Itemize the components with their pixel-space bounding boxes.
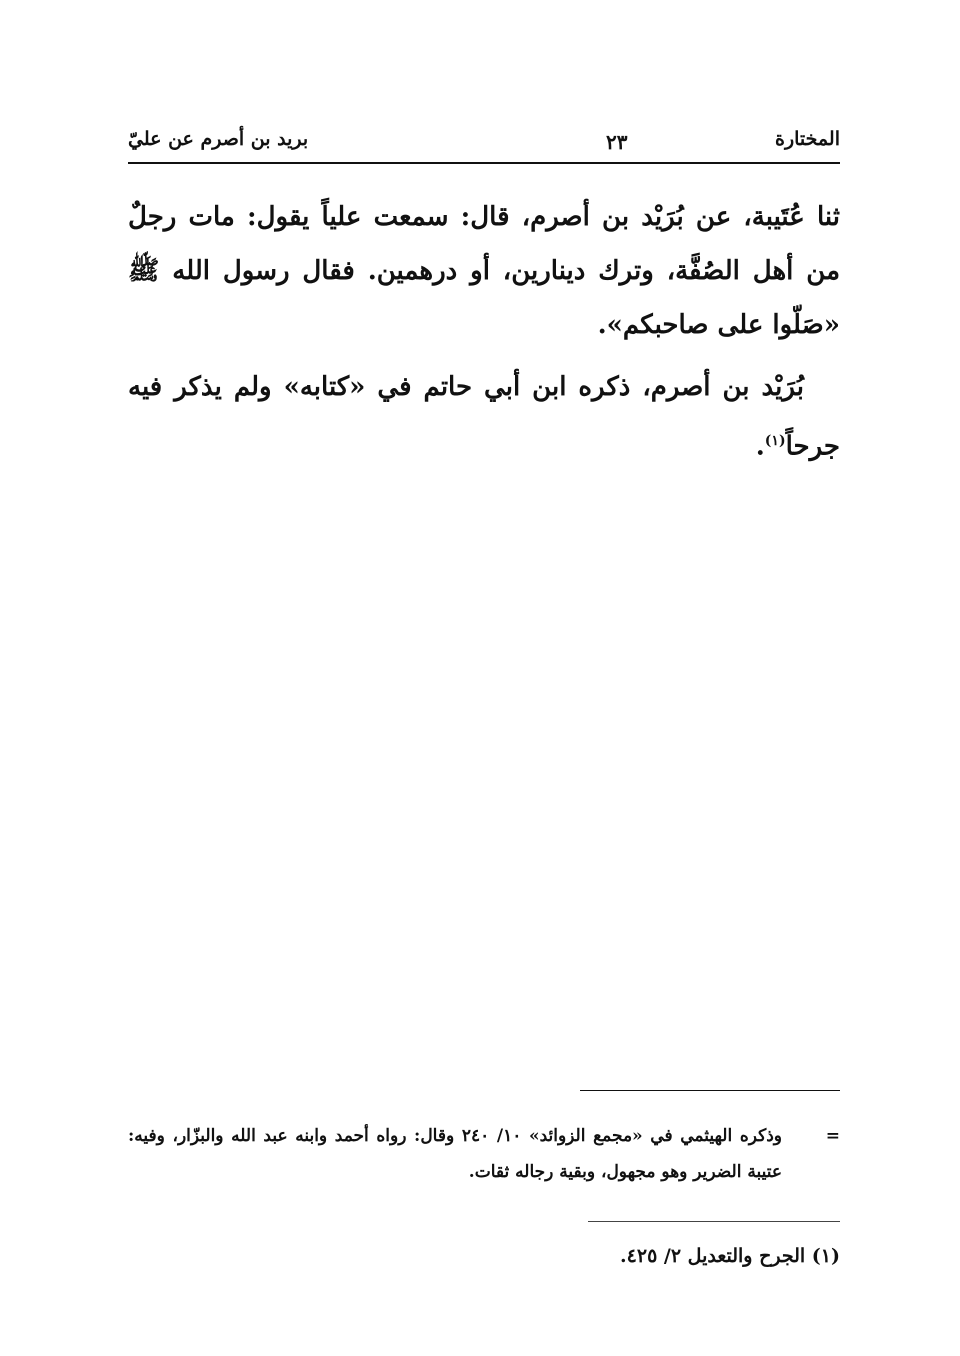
continued-footnote-text: وذكره الهيثمي في «مجمع الزوائد» ١٠/ ٢٤٠ وقال: رواه أحمد وابنه عبد الله والبزّار، وفيه: عتيبة الضرير وهو مجهول، وبقية رجاله ثقات. xyxy=(128,1126,782,1182)
footnote-separator xyxy=(580,1090,840,1091)
commentary-text: بُرَيْد بن أصرم، ذكره ابن أبي حاتم في «كتابه» ولم يذكر فيه جرحاً xyxy=(128,372,840,462)
hadith-paragraph: ثنا عُتَيبة، عن بُرَيْد بن أصرم، قال: سمعت علياً يقول: مات رجلٌ من أهل الصُفَّة، وترك دينارين، أو درهمين. فقال رسول الله ﷺ «صَلّوا على صاحبكم». xyxy=(128,202,840,340)
continuation-mark: = xyxy=(825,1126,840,1146)
footnote-reference-marker: (١) xyxy=(764,433,786,449)
header-chapter-title: بريد بن أصرم عن عليّ xyxy=(128,128,309,150)
commentary-end: . xyxy=(755,431,765,462)
header-book-title: المختارة xyxy=(775,128,840,150)
footnote-1: (١) الجرح والتعديل ٢/ ٤٢٥. xyxy=(620,1245,840,1267)
continued-footnote xyxy=(128,1118,840,1190)
commentary-paragraph xyxy=(128,360,840,474)
footnote-separator-2 xyxy=(588,1221,840,1222)
page-number: ٢٣ xyxy=(606,130,628,154)
running-header xyxy=(128,118,840,164)
main-text xyxy=(128,190,840,482)
